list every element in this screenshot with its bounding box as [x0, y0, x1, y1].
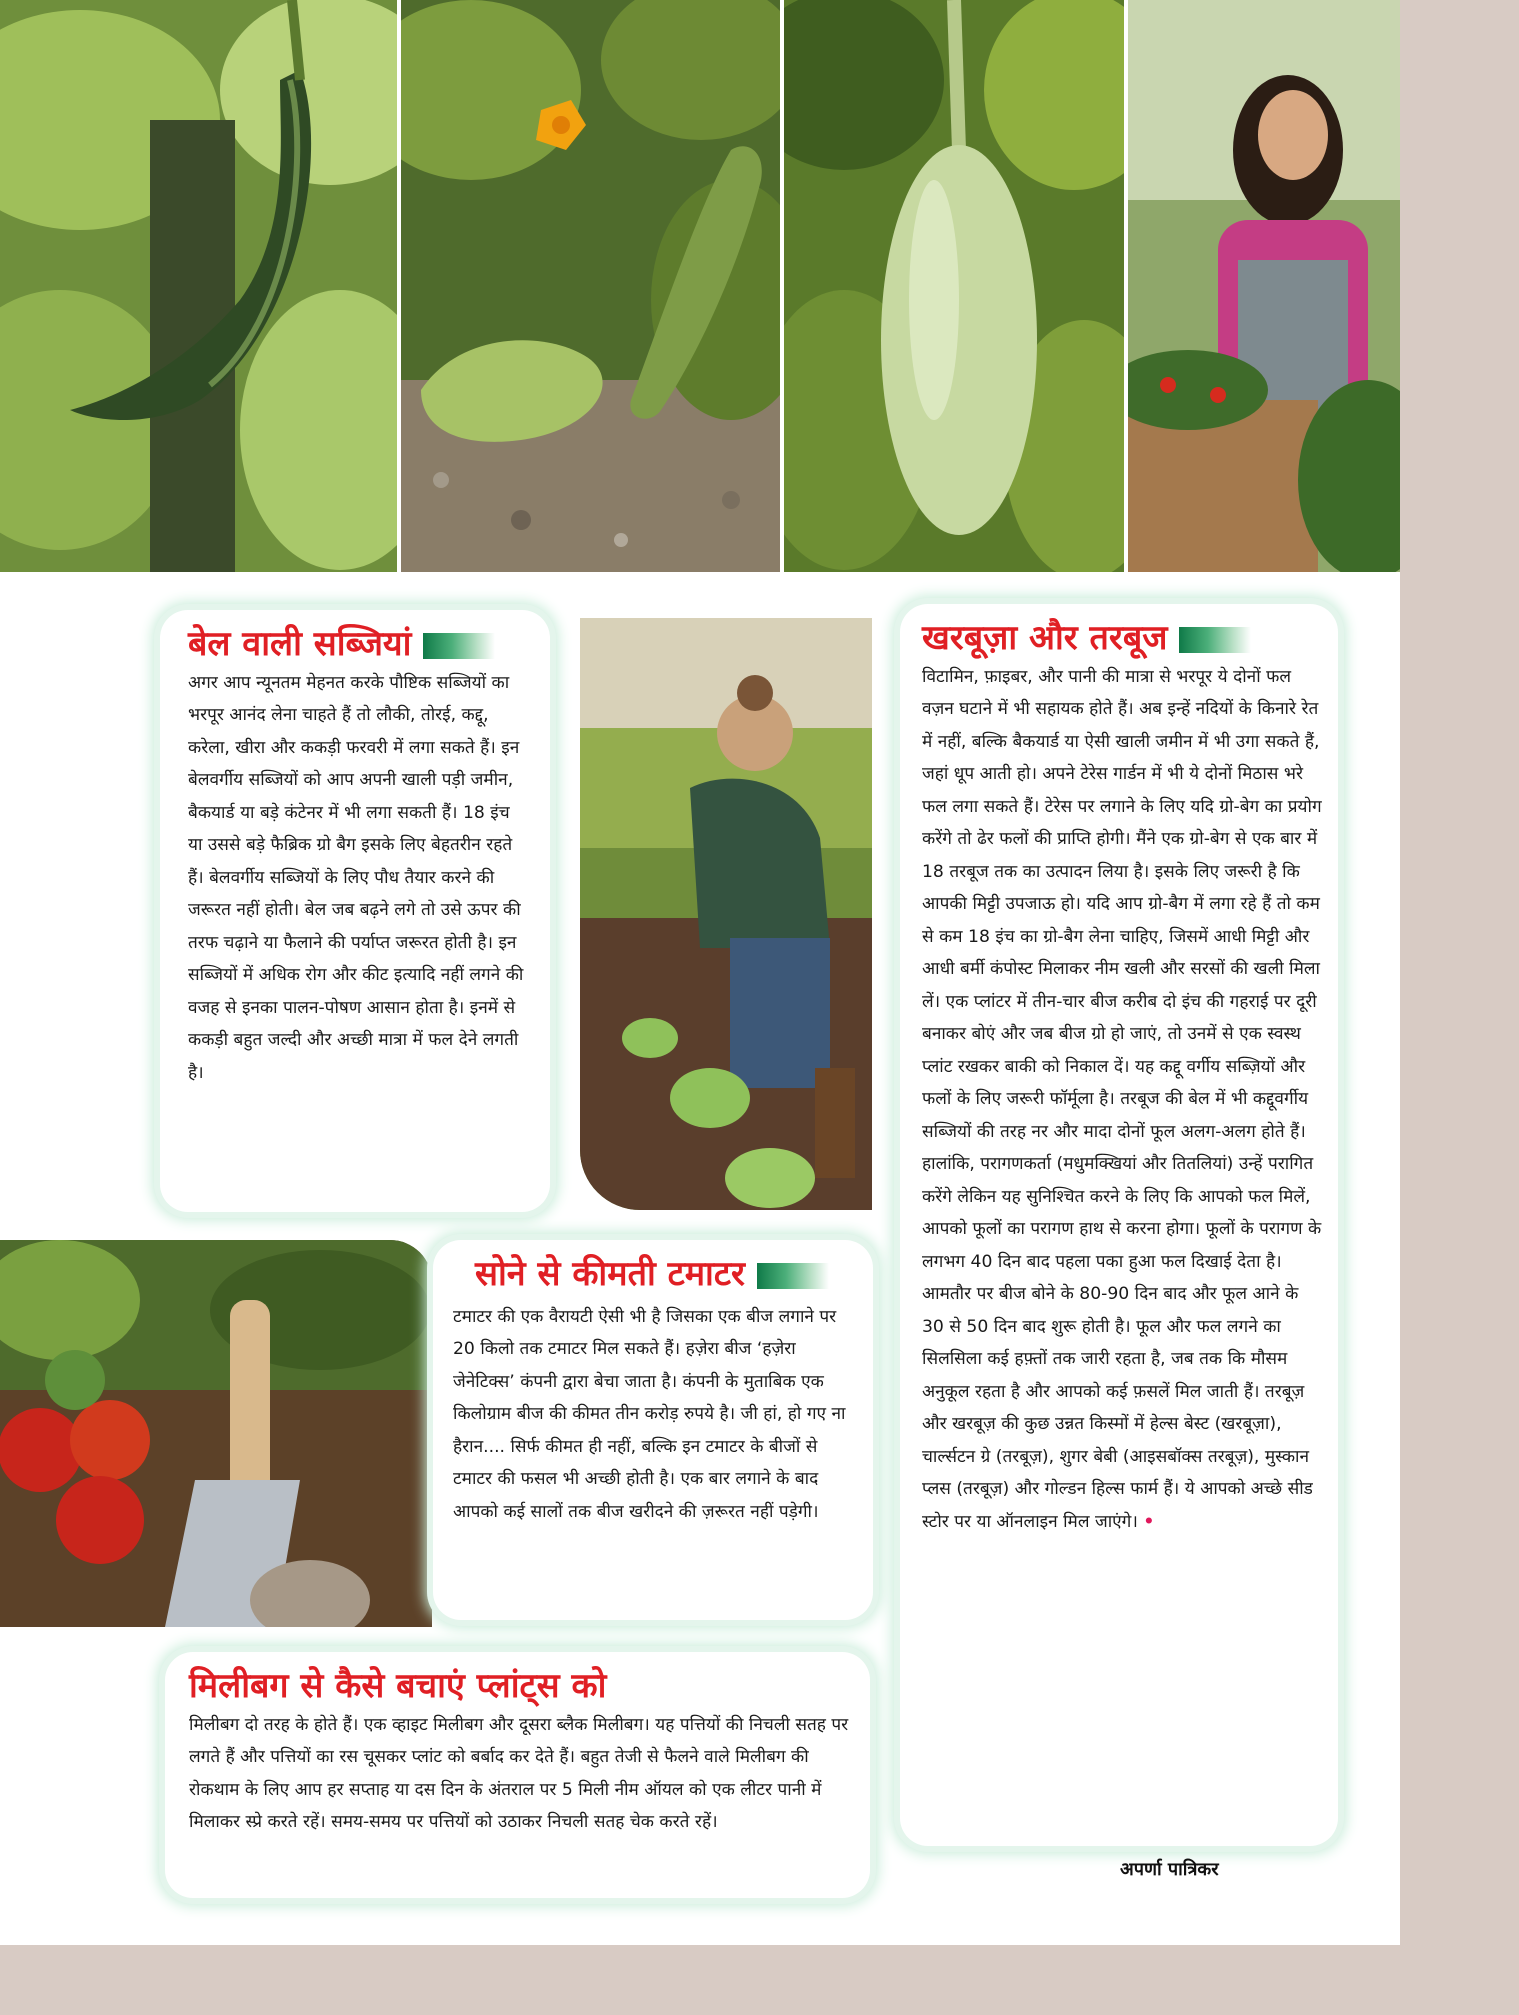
- photo-woman-harvest: [1128, 0, 1400, 572]
- gradient-bar: [1179, 627, 1251, 653]
- photo-zucchini: [401, 0, 780, 572]
- section-body: अगर आप न्यूनतम मेहनत करके पौष्टिक सब्जियों का भरपूर आनंद लेना चाहते हैं तो लौकी, तोरई, कद्दू, करेला, खीरा और ककड़ी फरवरी में लगा सकते हैं। इन बेलवर्गीय सब्जियों को आप अपनी खाली पड़ी जमीन, बैकयार्ड या बड़े कंटेनर में भी लगा सकती हैं। 18 इंच या उससे बड़े फैब्रिक ग्रो बैग इसके लिए बेहतरीन रहते हैं। बेलवर्गीय सब्जियों के लिए पौध तैयार करने की जरूरत नहीं होती। बेल जब बढ़ने लगे तो उसे ऊपर की तरफ चढ़ाने या फैलाने की पर्याप्त जरूरत होती है। इन सब्जियों में अधिक रोग और कीट इत्यादि नहीं लगने की वजह से इनका पालन-पोषण आसान होता है। इनमें से ककड़ी बहुत जल्दी और अच्छी मात्रा में फल देने लगती है।: [188, 672, 524, 1083]
- photo-snake-cucumber: [0, 0, 397, 572]
- photo-woman-planting: [580, 618, 872, 1210]
- section-mealybug: [165, 1652, 870, 1898]
- section-title: खरबूज़ा और तरबूज: [922, 618, 1324, 659]
- photo-tomatoes-trowel: [0, 1240, 432, 1627]
- section-vine-vegetables: [160, 610, 550, 1212]
- author-byline: अपर्णा पात्रिकर: [1120, 1859, 1219, 1880]
- gradient-bar: [423, 633, 495, 659]
- section-melon-watermelon: [900, 604, 1338, 1846]
- section-body: मिलीबग दो तरह के होते हैं। एक व्हाइट मिलीबग और दूसरा ब्लैक मिलीबग। यह पत्तियों की निचली सतह पर लगते हैं और पत्तियों का रस चूसकर प्लांट को बर्बाद कर देते हैं। बहुत तेजी से फैलने वाले मिलीबग की रोकथाम के लिए आप हर सप्ताह या दस दिन के अंतराल पर 5 मिली नीम ऑयल को एक लीटर पानी में मिलाकर स्प्रे करते रहें। समय-समय पर पत्तियों को उठाकर निचली सतह चेक करते रहें।: [189, 1714, 849, 1833]
- section-title: सोने से कीमती टमाटर: [453, 1254, 855, 1295]
- section-title: मिलीबग से कैसे बचाएं प्लांट्स को: [189, 1666, 607, 1706]
- section-body: टमाटर की एक वैरायटी ऐसी भी है जिसका एक बीज लगाने पर 20 किलो तक टमाटर मिल सकते हैं। हज़ेरा बीज ‘हज़ेरा जेनेटिक्स’ कंपनी द्वारा बेचा जाता है। कंपनी के मुताबिक एक किलोग्राम बीज की कीमत तीन करोड़ रुपये है। जी हां, हो गए ना हैरान.... सिर्फ कीमत ही नहीं, बल्कि इन टमाटर के बीजों से टमाटर की फसल भी अच्छी होती है। एक बार लगाने के बाद आपको कई सालों तक बीज खरीदने की ज़रूरत नहीं पड़ेगी।: [453, 1306, 846, 1522]
- section-title: बेल वाली सब्जियां: [188, 624, 528, 665]
- section-body: विटामिन, फ़ाइबर, और पानी की मात्रा से भरपूर ये दोनों फल वज़न घटाने में भी सहायक होते हैं। अब इन्हें नदियों के किनारे रेत में नहीं, बल्कि बैकयार्ड या ऐसी खाली जमीन में भी उगा सकते हैं, जहां धूप आती हो। अपने टेरेस गार्डन में भी ये दोनों मिठास भरे फल लगा सकते हैं। टेरेस पर लगाने के लिए यदि ग्रो-बेग का प्रयोग करेंगे तो ढेर फलों की प्राप्ति होगी। मैंने एक ग्रो-बेग से एक बार में 18 तरबूज तक का उत्पादन लिया है। इसके लिए जरूरी है कि आपकी मिट्टी उपजाऊ हो। यदि आप ग्रो-बैग में लगा रहे हैं तो कम से कम 18 इंच का ग्रो-बैग लेना चाहिए, जिसमें आधी मिट्टी और आधी बर्मी कंपोस्ट मिलाकर नीम खली और सरसों की खली मिला लें। एक प्लांटर में तीन-चार बीज करीब दो इंच की गहराई पर दूरी बनाकर बोएं और जब बीज ग्रो हो जाएं, तो उनमें से एक स्वस्थ प्लांट रखकर बाकी को निकाल दें। यह कद्दू वर्गीय सब्ज़ियों और फलों के लिए जरूरी फॉर्मूला है। तरबूज की बेल में भी कद्दूवर्गीय सब्जियों की तरह नर और मादा दोनों फूल अलग-अलग होते हैं। हालांकि, परागणकर्ता (मधुमक्खियां और तितलियां) उन्हें परागित करेंगे लेकिन यह सुनिश्चित करने के लिए कि आपको फल मिलें, आपको फूलों का परागण हाथ से करना होगा। फूलों के परागण के लगभग 40 दिन बाद पहला पका हुआ फल दिखाई देता है। आमतौर पर बीज बोने के 80-90 दिन बाद और फूल आने के 30 से 50 दिन बाद शुरू होती है। फूल और फल लगने का सिलसिला कई हफ़्तों तक जारी रहता है, जब तक कि मौसम अनुकूल रहता है और आपको कई फ़सलें मिल जाती हैं। तरबूज़ और खरबूज़ की कुछ उन्नत किस्मों में हेल्स बेस्ट (खरबूज़ा), चार्ल्सटन ग्रे (तरबूज़), शुगर बेबी (आइसबॉक्स तरबूज़), मुस्कान प्लस (तरबूज़) और गोल्डन हिल्स फार्म हैं। ये आपको अच्छे सीड स्टोर पर या ऑनलाइन मिल जाएंगे। •: [922, 666, 1322, 1532]
- photo-bottle-gourd: [784, 0, 1124, 572]
- end-mark: •: [1143, 1511, 1155, 1532]
- section-golden-tomato: [433, 1240, 873, 1620]
- gradient-bar: [757, 1263, 829, 1289]
